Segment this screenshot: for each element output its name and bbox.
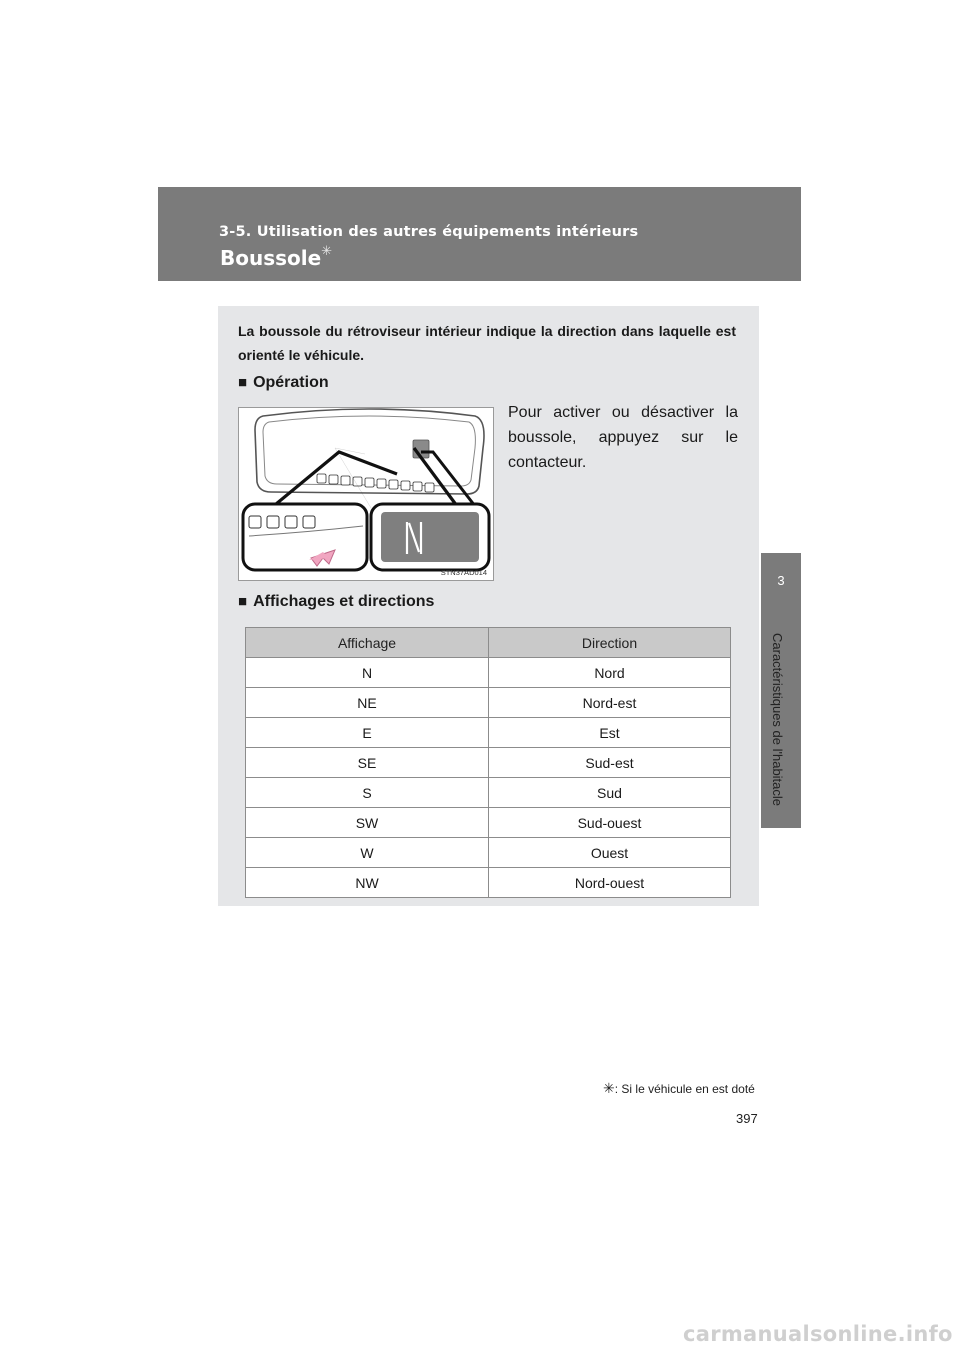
operation-text: Pour activer ou désactiver la boussole, appuyez sur le contacteur. bbox=[508, 404, 738, 471]
displays-heading bbox=[238, 593, 434, 611]
direction-cell: Sud-est bbox=[489, 748, 731, 778]
mirror-illustration bbox=[238, 407, 494, 581]
table-row bbox=[246, 838, 731, 868]
display-cell: NE bbox=[246, 688, 489, 718]
page-title-text: Boussole bbox=[220, 246, 322, 270]
rearview-mirror-diagram bbox=[239, 408, 493, 580]
direction-cell: Sud bbox=[489, 778, 731, 808]
operation-heading-text: Opération bbox=[253, 374, 329, 391]
display-cell: SW bbox=[246, 808, 489, 838]
section-header bbox=[158, 187, 801, 281]
section-label: 3-5. Utilisation des autres équipements intérieurs bbox=[219, 224, 639, 240]
optional-equipment-mark: ✳ bbox=[321, 244, 333, 260]
displays-heading-text: Affichages et directions bbox=[253, 593, 435, 610]
display-cell: S bbox=[246, 778, 489, 808]
square-bullet-icon: ■ bbox=[238, 593, 248, 610]
direction-cell: Nord-est bbox=[489, 688, 731, 718]
table-row bbox=[246, 868, 731, 898]
footnote bbox=[603, 1080, 755, 1097]
direction-cell: Sud-ouest bbox=[489, 808, 731, 838]
asterisk-icon: ✳ bbox=[603, 1080, 615, 1096]
watermark-link[interactable]: carmanualsonline.info bbox=[683, 1322, 953, 1346]
directions-table bbox=[245, 627, 731, 898]
operation-heading bbox=[238, 374, 329, 392]
column-header-display: Affichage bbox=[246, 628, 489, 658]
display-cell: NW bbox=[246, 868, 489, 898]
table-row bbox=[246, 718, 731, 748]
chapter-label: Caractéristiques de l'habitacle bbox=[770, 633, 785, 807]
display-cell: N bbox=[246, 658, 489, 688]
table-row bbox=[246, 658, 731, 688]
content-panel bbox=[218, 306, 759, 906]
page-title bbox=[220, 246, 332, 270]
table-header-row bbox=[246, 628, 731, 658]
direction-cell: Nord bbox=[489, 658, 731, 688]
table-row bbox=[246, 808, 731, 838]
direction-cell: Ouest bbox=[489, 838, 731, 868]
direction-cell: Est bbox=[489, 718, 731, 748]
direction-cell: Nord-ouest bbox=[489, 868, 731, 898]
display-cell: W bbox=[246, 838, 489, 868]
figure-code: STN37AD014 bbox=[440, 568, 487, 577]
compass-display-zoom bbox=[381, 512, 479, 562]
display-cell: SE bbox=[246, 748, 489, 778]
display-cell: E bbox=[246, 718, 489, 748]
page-number: 397 bbox=[736, 1111, 758, 1126]
square-bullet-icon: ■ bbox=[238, 374, 248, 391]
table-row bbox=[246, 688, 731, 718]
chapter-number: 3 bbox=[777, 573, 785, 588]
table-row bbox=[246, 748, 731, 778]
column-header-direction: Direction bbox=[489, 628, 731, 658]
table-row bbox=[246, 778, 731, 808]
footnote-text: : Si le véhicule en est doté bbox=[614, 1082, 755, 1096]
intro-text: La boussole du rétroviseur intérieur indique la direction dans laquelle est orienté le véhicule. bbox=[238, 323, 736, 363]
